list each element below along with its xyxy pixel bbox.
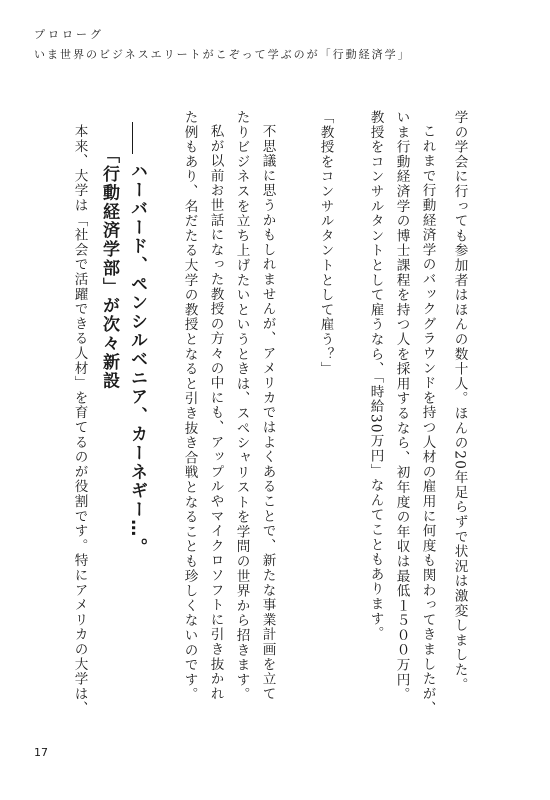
text-column-5-quote: 「教授をコンサルタントとして雇う？」 bbox=[317, 110, 334, 377]
text-column-8: 私が以前お世話になった教授の方々の中にも、アップルやマイクロソフトに引き抜かれ bbox=[207, 124, 224, 702]
chapter-subtitle: いま世界のビジネスエリートがこぞって学ぶのが「行動経済学」 bbox=[34, 48, 411, 61]
page-number: 17 bbox=[34, 746, 48, 759]
text-column-2: これまで行動経済学のバックグラウンドを持つ人材の雇用に何度も関わってきましたが、 bbox=[419, 124, 436, 716]
text-column-1: 学の学会に行っても参加者はほんの数十人。ほんの20年足らずで状況は激変しました。 bbox=[451, 110, 468, 693]
section-heading-line-1: ハーバード、ペンシルベニア、カーネギー…。 bbox=[127, 162, 147, 557]
heading-dash bbox=[132, 122, 133, 154]
text-column-3: いま行動経済学の博士課程を持つ人を採用するなら、初年度の年収は最低１５００万円。 bbox=[393, 110, 410, 702]
chapter-title: プロローグ bbox=[34, 28, 104, 41]
section-heading-line-2: 「行動経済学部」が次々新設 bbox=[99, 146, 119, 391]
text-column-7: たりビジネスを立ち上げたいというときは、スペシャリストを学問の世界から招きます。 bbox=[233, 110, 250, 702]
text-column-4: 教授をコンサルタントとして雇うなら、「時給30万円」なんてこともあります。 bbox=[367, 110, 384, 641]
text-column-6: 不思議に思うかもしれませんが、アメリカではよくあることで、新たな事業計画を立て bbox=[259, 124, 276, 702]
text-column-last: 本来、大学は「社会で活躍できる人材」を育てるのが役割です。特にアメリカの大学は、 bbox=[71, 124, 88, 716]
text-column-9: た例もあり、名だたる大学の教授となると引き抜き合戦となることも珍しくないのです。 bbox=[181, 110, 198, 702]
